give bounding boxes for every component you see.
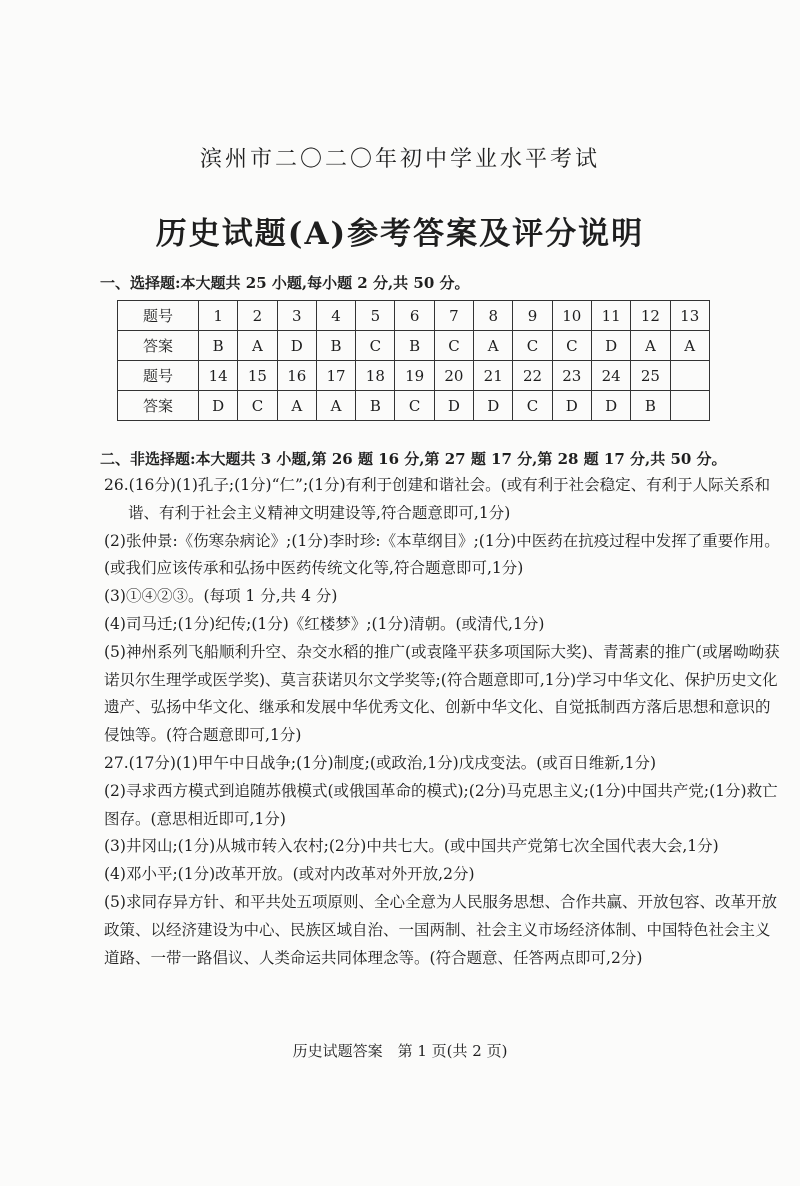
q27-part3: (3)井冈山;(1分)从城市转入农村;(2分)中共七大。(或中国共产党第七次全国代表大会,1分) (104, 837, 719, 856)
section2-heading: 二、非选择题:本大题共 3 小题,第 26 题 16 分,第 27 题 17 分,第 28 题 17 分,共 50 分。 (100, 450, 727, 468)
q26-part4: (4)司马迁;(1分)纪传;(1分)《红楼梦》;(1分)清朝。(或清代,1分) (104, 614, 545, 633)
table-cell: A (631, 331, 670, 361)
table-cell: B (395, 331, 434, 361)
table-cell: C (356, 331, 395, 361)
q27-part4: (4)邓小平;(1分)改革开放。(或对内改革对外开放,2分) (104, 865, 475, 884)
exam-subtitle: 滨州市二〇二〇年初中学业水平考试 (199, 147, 600, 172)
table-cell: A (670, 331, 709, 361)
table-cell: C (513, 391, 552, 421)
table-cell: B (199, 331, 238, 361)
non-choice-answers (104, 472, 780, 972)
q27-part1: 27.(17分)(1)甲午中日战争;(1分)制度;(或政治,1分)戊戌变法。(或百日维新,1分) (104, 753, 657, 772)
table-cell: 2 (238, 301, 277, 331)
q26-part1: 26.(16分)(1)孔子;(1分)“仁”;(1分)有利于创建和谐社会。(或有利于社会稳定、有利于人际关系和谐、有利于社会主义精神文明建设等,符合题意即可,1分) (104, 476, 771, 522)
table-cell: 24 (591, 361, 630, 391)
answer-table-row (118, 331, 710, 361)
row-label: 答案 (118, 331, 199, 361)
table-cell: 9 (513, 301, 552, 331)
table-cell: C (238, 391, 277, 421)
table-cell: B (316, 331, 355, 361)
table-cell: C (434, 331, 473, 361)
table-cell: D (591, 331, 630, 361)
table-cell: 14 (199, 361, 238, 391)
table-cell: D (552, 391, 591, 421)
table-cell: 20 (434, 361, 473, 391)
table-cell: 3 (277, 301, 316, 331)
table-cell: C (395, 391, 434, 421)
answer-table-row (118, 361, 710, 391)
table-cell: 4 (316, 301, 355, 331)
table-cell: B (356, 391, 395, 421)
answer-table (117, 300, 710, 421)
table-cell: 21 (474, 361, 513, 391)
q26-part3: (3)①④②③。(每项 1 分,共 4 分) (104, 587, 338, 606)
q26-part2: (2)张仲景:《伤寒杂病论》;(1分)李时珍:《本草纲目》;(1分)中医药在抗疫过程中发挥了重要作用。(或我们应该传承和弘扬中医药传统文化等,符合题意即可,1分) (104, 531, 780, 578)
q27-part5: (5)求同存异方针、和平共处五项原则、全心全意为人民服务思想、合作共赢、开放包容、改革开放政策、以经济建设为中心、民族区域自治、一国两制、社会主义市场经济体制、中国特色社会主义道路、一带一路倡议、人类命运共同体理念等。(符合题意、任答两点即可,2分) (104, 892, 777, 967)
table-cell: 11 (591, 301, 630, 331)
table-cell: D (591, 391, 630, 421)
table-cell: 12 (631, 301, 670, 331)
table-cell: 17 (316, 361, 355, 391)
table-cell: 25 (631, 361, 670, 391)
table-cell: 23 (552, 361, 591, 391)
table-cell: 6 (395, 301, 434, 331)
table-cell (670, 361, 709, 391)
table-cell: D (434, 391, 473, 421)
answer-table-row (118, 301, 710, 331)
section1-heading: 一、选择题:本大题共 25 小题,每小题 2 分,共 50 分。 (100, 274, 470, 292)
table-cell: 22 (513, 361, 552, 391)
table-cell: 16 (277, 361, 316, 391)
table-cell: A (474, 331, 513, 361)
table-cell: C (552, 331, 591, 361)
q27-part2: (2)寻求西方模式到追随苏俄模式(或俄国革命的模式);(2分)马克思主义;(1分)中国共产党;(1分)救亡图存。(意思相近即可,1分) (104, 781, 778, 828)
table-cell: 7 (434, 301, 473, 331)
table-cell (670, 391, 709, 421)
table-cell: C (513, 331, 552, 361)
table-cell: D (199, 391, 238, 421)
table-cell: D (474, 391, 513, 421)
page-title: 历史试题(A)参考答案及评分说明 (155, 216, 645, 252)
answer-table-row (118, 391, 710, 421)
row-label: 题号 (118, 361, 199, 391)
row-label: 答案 (118, 391, 199, 421)
table-cell: 10 (552, 301, 591, 331)
table-cell: 5 (356, 301, 395, 331)
table-cell: 15 (238, 361, 277, 391)
table-cell: B (631, 391, 670, 421)
q26-part5: (5)神州系列飞船顺利升空、杂交水稻的推广(或袁隆平获多项国际大奖)、青蒿素的推广(或屠呦呦获诺贝尔生理学或医学奖)、莫言获诺贝尔文学奖等;(符合题意即可,1分)学习中华文化、保护历史文化遗产、弘扬中华文化、继承和发展中华优秀文化、创新中华文化、自觉抵制西方落后思想和意识的侵蚀等。(符合题意即可,1分) (104, 642, 780, 745)
page-footer: 历史试题答案 第 1 页(共 2 页) (292, 1042, 508, 1060)
table-cell: 19 (395, 361, 434, 391)
table-cell: A (238, 331, 277, 361)
table-cell: 18 (356, 361, 395, 391)
table-cell: 1 (199, 301, 238, 331)
table-cell: A (316, 391, 355, 421)
table-cell: A (277, 391, 316, 421)
row-label: 题号 (118, 301, 199, 331)
table-cell: 13 (670, 301, 709, 331)
table-cell: 8 (474, 301, 513, 331)
table-cell: D (277, 331, 316, 361)
